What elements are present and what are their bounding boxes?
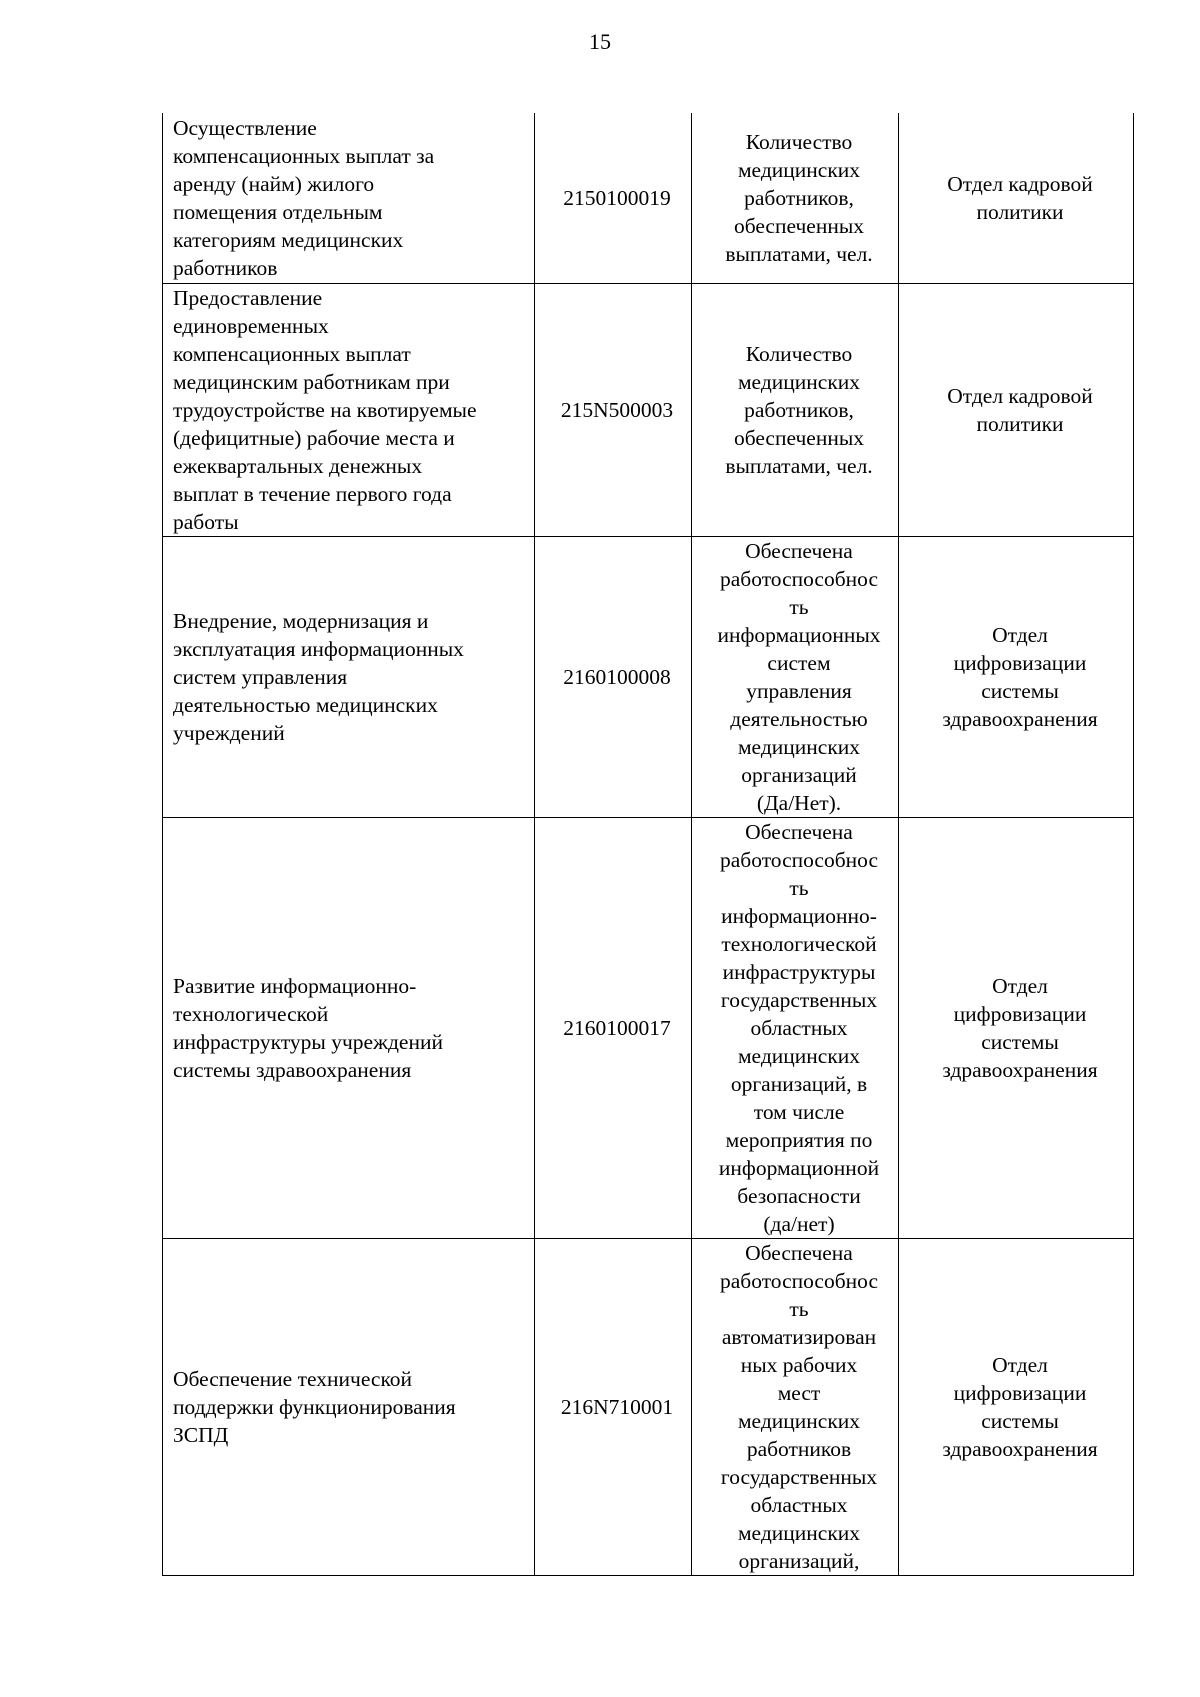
measure-name: Развитие информационно- технологической инфраструктуры учреждений системы здравоохранения: [173, 973, 443, 1082]
page-number: 15: [589, 29, 611, 54]
budget-code: 2160100017: [563, 1015, 671, 1040]
department-cell: [899, 113, 1134, 283]
responsible-department: Отдел кадровой политики: [947, 383, 1093, 436]
indicator-cell: [692, 536, 899, 817]
table-row: [163, 1238, 1134, 1575]
budget-code: 2150100019: [563, 185, 671, 210]
indicator-cell: [692, 113, 899, 283]
measure-name: Предоставление единовременных компенсационных выплат медицинским работникам при трудоустройстве на квотируемые (дефицитные) рабочие места и ежеквартальных денежных выплат в течение первого года работы: [173, 285, 477, 534]
measure-name-cell: [163, 817, 535, 1238]
measure-name: Обеспечение технической поддержки функционирования ЗСПД: [173, 1366, 456, 1447]
measure-name-cell: [163, 536, 535, 817]
budget-code: 216N710001: [560, 1394, 674, 1419]
table-row: [163, 283, 1134, 536]
responsible-department: Отдел цифровизации системы здравоохранения: [942, 973, 1098, 1082]
responsible-department: Отдел цифровизации системы здравоохранения: [942, 1352, 1098, 1461]
budget-code-cell: [535, 113, 692, 283]
indicator: Обеспечена работоспособнос ть информационно- технологической инфраструктуры государственных областных медицинских организаций, в том числе мероприятия по информационной безопасности (да/нет): [718, 819, 880, 1236]
table-row: [163, 536, 1134, 817]
measure-name-cell: [163, 1238, 535, 1575]
indicator-cell: [692, 817, 899, 1238]
budget-code-cell: [535, 283, 692, 536]
measure-name-cell: [163, 113, 535, 283]
indicator-cell: [692, 283, 899, 536]
budget-code-cell: [535, 817, 692, 1238]
measure-name: Внедрение, модернизация и эксплуатация информационных систем управления деятельностью медицинских учреждений: [173, 608, 464, 745]
measures-table: [162, 113, 1134, 1576]
indicator: Обеспечена работоспособнос ть информационных систем управления деятельностью медицинских организаций (Да/Нет).: [717, 538, 881, 815]
indicator: Обеспечена работоспособнос ть автоматизирован ных рабочих мест медицинских работников государственных областных медицинских организаций,: [720, 1240, 878, 1573]
department-cell: [899, 283, 1134, 536]
indicator: Количество медицинских работников, обеспеченных выплатами, чел.: [725, 341, 873, 478]
table-row: [163, 113, 1134, 283]
department-cell: [899, 536, 1134, 817]
budget-code-cell: [535, 1238, 692, 1575]
indicator-cell: [692, 1238, 899, 1575]
department-cell: [899, 1238, 1134, 1575]
responsible-department: Отдел кадровой политики: [947, 171, 1093, 224]
budget-code: 2160100008: [563, 664, 671, 689]
indicator: Количество медицинских работников, обеспеченных выплатами, чел.: [725, 129, 873, 266]
measure-name: Осуществление компенсационных выплат за аренду (найм) жилого помещения отдельным категориям медицинских работников: [173, 115, 435, 280]
measure-name-cell: [163, 283, 535, 536]
table-row: [163, 817, 1134, 1238]
responsible-department: Отдел цифровизации системы здравоохранения: [942, 622, 1098, 731]
department-cell: [899, 817, 1134, 1238]
budget-code: 215N500003: [560, 397, 674, 422]
budget-code-cell: [535, 536, 692, 817]
